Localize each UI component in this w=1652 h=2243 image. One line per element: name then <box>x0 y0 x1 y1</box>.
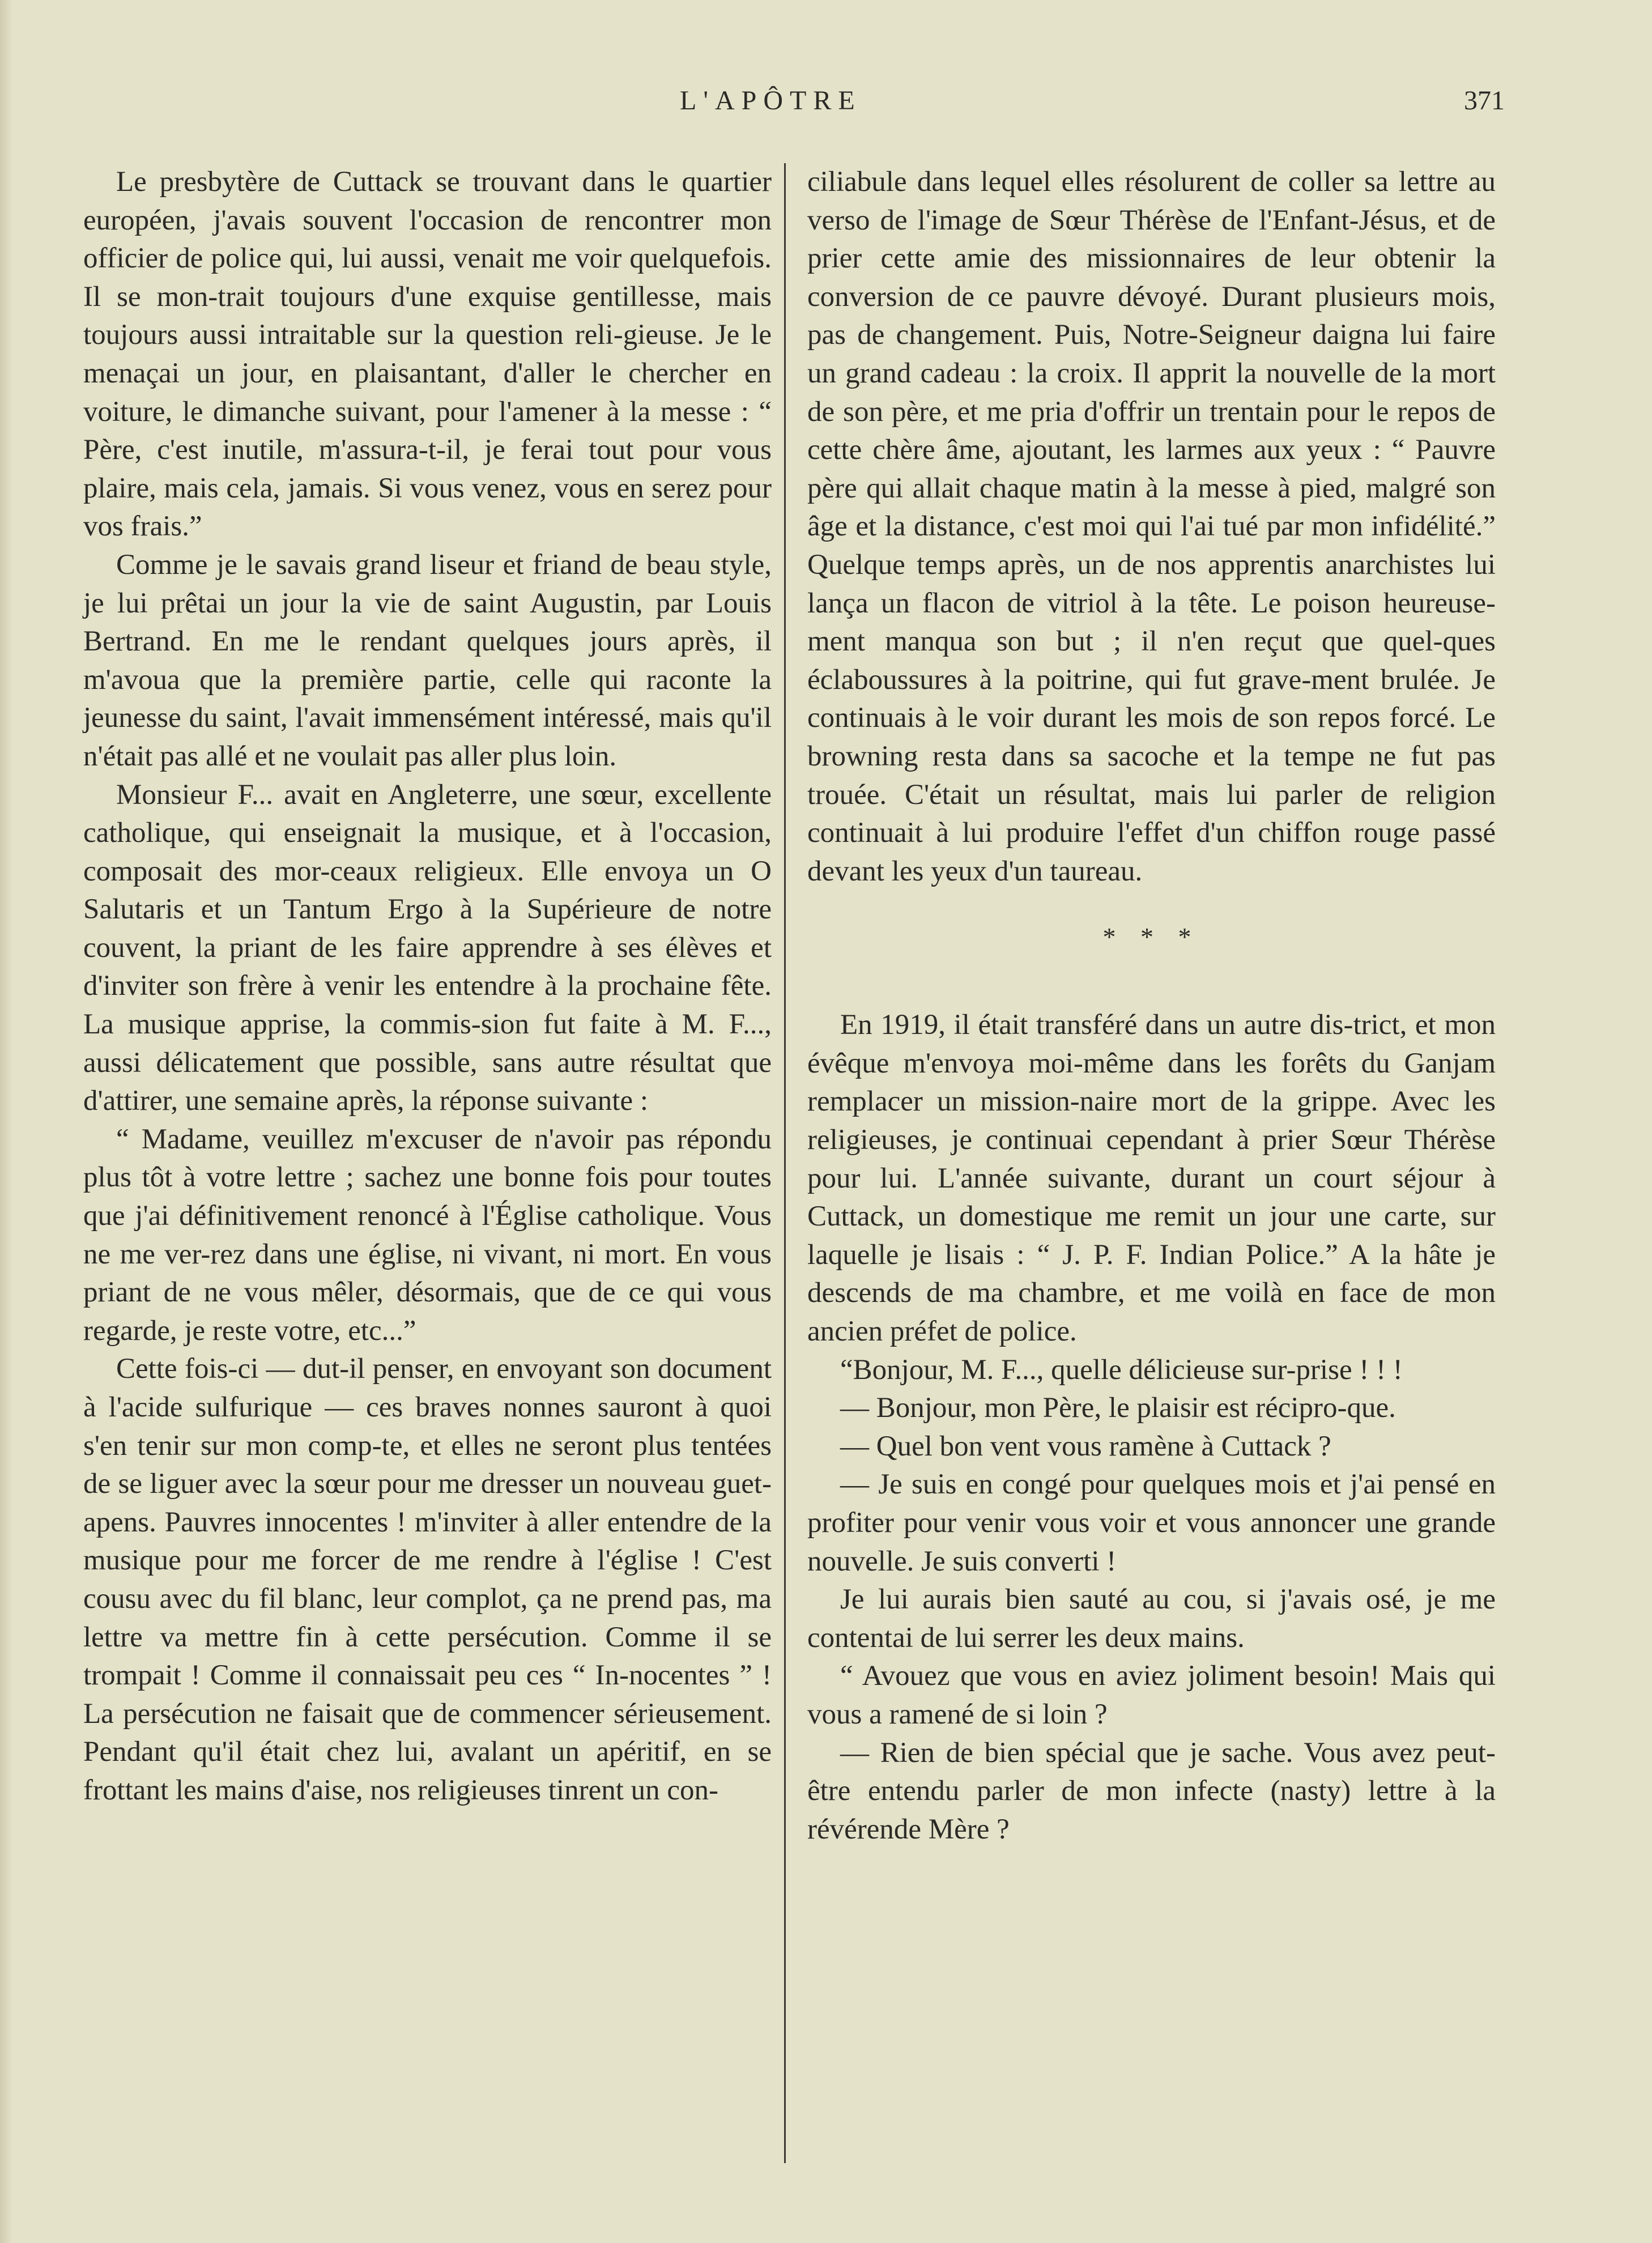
paragraph: “Bonjour, M. F..., quelle délicieuse sur-prise ! ! ! <box>840 1354 1403 1386</box>
paragraph: En 1919, il était transféré dans un autre dis-trict, et mon évêque m'envoya moi-même dans les forêts du Ganjam remplacer un mission-naire mort de la grippe. Avec les religieuses, je continuai cependant à prier Sœur Thérèse pour lui. L'année suivante, durant un court séjour à Cuttack, un domestique me remit un jour une carte, sur laquelle je lisais : “ J. P. F. Indian Police.” A la hâte je descends de ma chambre, et me voilà en face de mon ancien préfet de police. <box>807 1009 1496 1348</box>
paragraph: — Bonjour, mon Père, le plaisir est récipro-que. <box>840 1392 1396 1424</box>
paragraph: “ Madame, veuillez m'excuser de n'avoir pas répondu plus tôt à votre lettre ; sachez une bonne fois pour toutes que j'ai définitivement renoncé à l'Église catholique. Vous ne me ver-rez dans une église, ni vivant, ni mort. En vous priant de ne vous mêler, désormais, que de ce qui vous regarde, je reste votre, etc...” <box>83 1123 772 1347</box>
page-edge <box>0 0 12 2243</box>
paragraph: Monsieur F... avait en Angleterre, une sœur, excellente catholique, qui enseignait la musique, et à l'occasion, composait des mor-ceaux religieux. Elle envoya un O Salutaris et un Tantum Ergo à la Supérieure de notre couvent, la priant de les faire apprendre à ses élèves et d'inviter son frère à venir les entendre à la prochaine fête. La musique apprise, la commis-sion fut faite à M. F..., aussi délicatement que possible, sans autre résultat que d'attirer, une semaine après, la réponse suivante : <box>83 778 772 1117</box>
paragraph: — Quel bon vent vous ramène à Cuttack ? <box>840 1430 1331 1462</box>
right-column <box>807 163 1496 1849</box>
paragraph: Comme je le savais grand liseur et friand de beau style, je lui prêtai un jour la vie de saint Augustin, par Louis Bertrand. En me le rendant quelques jours après, il m'avoua que la première partie, celle qui raconte la jeunesse du saint, l'avait immensément intéressé, mais qu'il n'était pas allé et ne voulait pas aller plus loin. <box>83 548 772 772</box>
page-number: 371 <box>1464 86 1505 116</box>
paragraph: Cette fois-ci — dut-il penser, en envoyant son document à l'acide sulfurique — ces braves nonnes sauront à quoi s'en tenir sur mon comp-te, et elles ne seront plus tentées de se liguer avec la sœur pour me dresser un nouveau guet-apens. Pauvres innocentes ! m'inviter à aller entendre de la musique pour me forcer de me rendre à l'église ! C'est cousu avec du fil blanc, leur complot, ça ne prend pas, ma lettre va mettre fin à cette persécution. Comme il se trompait ! Comme il connaissait peu ces “ In-nocentes ” ! La persécution ne faisait que de commencer sérieusement. Pendant qu'il était chez lui, avalant un apéritif, en se frottant les mains d'aise, nos religieuses tinrent un con- <box>83 1353 772 1806</box>
left-column <box>83 163 772 1810</box>
paragraph: ciliabule dans lequel elles résolurent de coller sa lettre au verso de l'image de Sœur Thérèse de l'Enfant-Jésus, et de prier cette amie des missionnaires de leur obtenir la conversion de ce pauvre dévoyé. Durant plusieurs mois, pas de changement. Puis, Notre-Seigneur daigna lui faire un grand cadeau : la croix. Il apprit la nouvelle de la mort de son père, et me pria d'offrir un trentain pour le repos de cette chère âme, ajoutant, les larmes aux yeux : “ Pauvre père qui allait chaque matin à la messe à pied, malgré son âge et la distance, c'est moi qui l'ai tué par mon infidélité.” Quelque temps après, un de nos apprentis anarchistes lui lança un flacon de vitriol à la tête. Le poison heureuse-ment manqua son but ; il n'en reçut que quel-ques éclaboussures à la poitrine, qui fut grave-ment brulée. Je continuais à le voir durant les mois de son repos forcé. Le browning resta dans sa sacoche et la tempe ne fut pas trouée. C'était un résultat, mais lui parler de religion continuait à lui produire l'effet d'un chiffon rouge passé devant les yeux d'un taureau. <box>807 166 1496 887</box>
paragraph: Le presbytère de Cuttack se trouvant dans le quartier européen, j'avais souvent l'occasion de rencontrer mon officier de police qui, lui aussi, venait me voir quelquefois. Il se mon-trait toujours d'une exquise gentillesse, mais toujours aussi intraitable sur la question reli-gieuse. Je le menaçai un jour, en plaisantant, d'aller le chercher en voiture, le dimanche suivant, pour l'amener à la messe : “ Père, c'est inutile, m'assura-t-il, je ferai tout pour vous plaire, mais cela, jamais. Si vous venez, vous en serez pour vos frais.” <box>83 166 772 543</box>
paragraph: Je lui aurais bien sauté au cou, si j'avais osé, je me contentai de lui serrer les deux mains. <box>807 1584 1496 1654</box>
column-rule <box>784 163 786 2163</box>
paragraph: — Je suis en congé pour quelques mois et j'ai pensé en profiter pour venir vous voir et vous annoncer une grande nouvelle. Je suis converti ! <box>807 1469 1496 1577</box>
section-separator: * * * <box>1102 922 1200 952</box>
paragraph: — Rien de bien spécial que je sache. Vous avez peut-être entendu parler de mon infecte (nasty) lettre à la révérende Mère ? <box>807 1736 1496 1845</box>
paragraph: “ Avouez que vous en aviez joliment besoin! Mais qui vous a ramené de si loin ? <box>807 1660 1496 1730</box>
running-title: L'APÔTRE <box>680 86 862 116</box>
